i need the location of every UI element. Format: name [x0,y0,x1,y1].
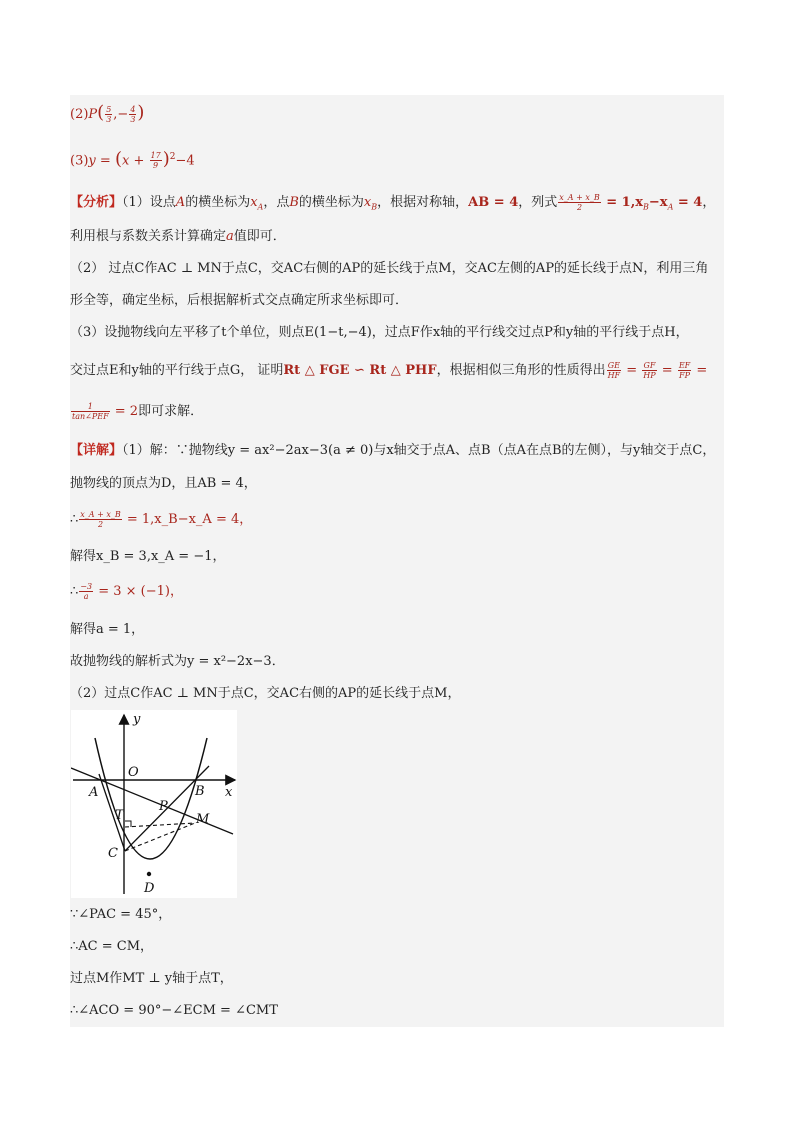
analysis-line-2: 利用根与系数关系计算确定a值即可． [70,229,286,244]
label-a: A [89,785,99,800]
label-d: D [144,881,155,896]
parabola-figure [71,710,237,898]
analysis-line-3: （2） 过点C作AC ⊥ MN于点C，交AC右侧的AP的延长线于点M，交AC左侧的AP的延长线于点N，利用三角 [70,261,709,276]
detail-line-1: 【详解】（1）解：∵抛物线y = ax²−2ax−3(a ≠ 0)与x轴交于点A、点B（点A在点B的左侧），与y轴交于点C， [70,443,716,458]
analysis-line-4: 形全等，确定坐标，后根据解析式交点确定所求坐标即可． [70,293,409,308]
analysis-line-7: $\frac{1}{\text{tan∠PEF}}$ = 2即可求解． [72,402,204,421]
parabola-curve [95,738,207,859]
answer-3: (3)y = (x + $\frac{17}{9}$ )$^2$−4 [70,148,195,171]
label-o: O [128,765,139,780]
answer-2: (2)P( $\frac{5}{3}$ ,− $\frac{4}{3}$ ) [70,102,145,124]
label-p: P [159,799,168,814]
detail-line-5: ∴ $\frac{-3}{a}$ = 3 × (−1)， [70,582,183,601]
detail-line-3: ∴ $\frac{x\_A + x\_B}{2}$ = 1,x_B−x_A = 4， [70,510,253,529]
detail-line-8: （2）过点C作AC ⊥ MN于点C，交AC右侧的AP的延长线于点M， [70,686,461,701]
label-x: x [225,785,233,800]
detail-line-6: 解得a = 1， [70,622,145,637]
detail-line-11: 过点M作MT ⊥ y轴于点T， [70,971,233,986]
label-c: C [108,846,118,861]
point-d [147,872,151,876]
parabola-diagram [71,710,237,898]
right-angle-mark [125,821,131,827]
detail-line-7: 故抛物线的解析式为y = x²−2x−3． [70,654,285,669]
detail-line-9: ∵∠PAC = 45°， [70,907,172,922]
analysis-line-6: 交过点E和y轴的平行线于点G， 证明Rt △ FGE ∽ Rt △ PHF，根据相似三角形的性质得出 $\frac{GE}{HF}$ = $\frac{GF}{HP}$ = $\frac{EF}{FP}$ = [70,361,708,380]
label-b: B [195,784,205,799]
segment-cm [125,823,195,851]
detail-line-4: 解得x_B = 3,x_A = −1， [70,549,226,564]
analysis-line-1: 【分析】（1）设点A的横坐标为$x_A$，点B的横坐标为$x_B$，根据对称轴，AB = 4，列式 $\frac{x\_A + x\_B}{2}$ = $1,x_B-x_A = 4$， [70,193,716,212]
label-y: y [133,712,141,727]
detail-line-12: ∴∠ACO = 90°−∠ECM = ∠CMT [70,1003,278,1018]
label-t: T [115,808,124,823]
label-m: M [196,812,210,827]
analysis-line-5: （3）设抛物线向左平移了t个单位，则点E(1−t,−4)，过点F作x轴的平行线交过点P和y轴的平行线于点H， [70,325,689,340]
detail-line-10: ∴AC = CM， [70,939,154,954]
detail-line-2: 抛物线的顶点为D，且AB = 4， [70,476,257,491]
segment-tm [125,823,195,827]
